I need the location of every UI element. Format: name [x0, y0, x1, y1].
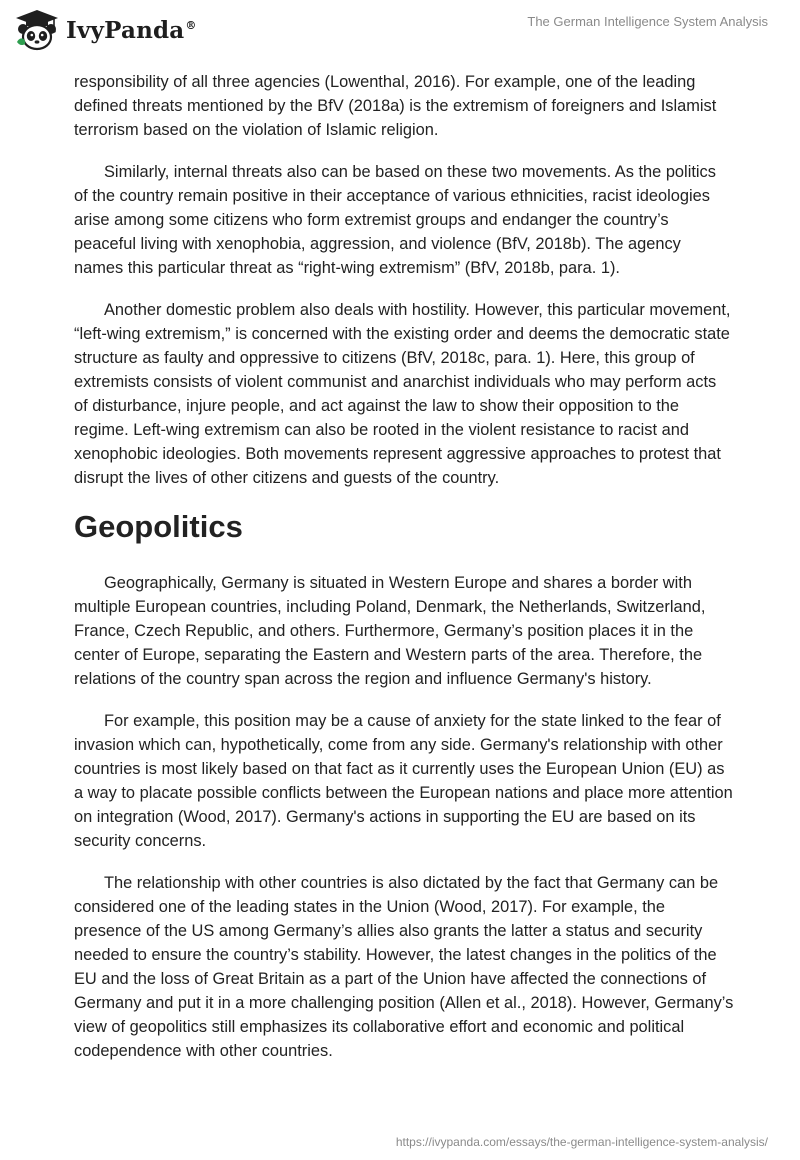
paragraph-continuation: responsibility of all three agencies (Lowenthal, 2016). For example, one of the leading defined threats mentioned by the BfV (2018a) is the extremism of foreigners and Islamist terrorism based on the violation of Islamic religion. [74, 73, 717, 139]
brand-name: IvyPanda® [66, 16, 197, 44]
section-heading-geopolitics: Geopolitics [74, 509, 243, 544]
paragraph-geography: Geographically, Germany is situated in Western Europe and shares a border with multiple European countries, including Poland, Denmark, the Netherlands, Switzerland, France, Czech Republic, and others. Furthermore, Germany’s position places it in the center of Europe, separating the Eastern and Western parts of the area. Therefore, the relations of the country span across the region and influence Germany's history. [74, 574, 706, 688]
trademark-symbol: ® [185, 18, 197, 32]
document-title: The German Intelligence System Analysis [527, 14, 768, 29]
paragraph-relationships: The relationship with other countries is also dictated by the fact that Germany can be considered one of the leading states in the Union (Wood, 2017). For example, the presence of the US among Germany’s allies also grants the latter a status and security needed to ensure the country’s stability. However, the latest changes in the politics of the EU and the loss of Great Britain as a part of the Union have affected the connections of Germany and put it in a more challenging position (Allen et al., 2018). However, Germany’s view of geopolitics still emphasizes its collaborative effort and economic and political codependence with other countries. [74, 874, 734, 1060]
paragraph-position-anxiety: For example, this position may be a cause of anxiety for the state linked to the fear of invasion which can, hypothetically, come from any side. Germany's relationship with other countries is most likely based on that fact as it currently uses the European Union (EU) as a way to placate possible conflicts between the European nations and place more attention on integration (Wood, 2017). Germany's actions in supporting the EU are based on its security concerns. [74, 712, 733, 850]
paragraph-right-wing: Similarly, internal threats also can be based on these two movements. As the politics of the country remain positive in their acceptance of various ethnicities, racist ideologies arise among some citizens who form extremist groups and endanger the country’s peaceful living with xenophobia, aggression, and violence (BfV, 2018b). The agency names this particular threat as “right-wing extremism” (BfV, 2018b, para. 1). [74, 163, 716, 277]
panda-graduate-icon [14, 8, 60, 52]
brand-logo[interactable] [14, 8, 197, 52]
source-url[interactable]: https://ivypanda.com/essays/the-german-intelligence-system-analysis/ [395, 1135, 768, 1149]
paragraph-left-wing: Another domestic problem also deals with hostility. However, this particular movement, “left-wing extremism,” is concerned with the existing order and deems the democratic state structure as faulty and oppressive to citizens (BfV, 2018c, para. 1). Here, this group of extremists consists of violent communist and anarchist individuals who may perform acts of disturbance, injure people, and act against the law to show their opposition to the regime. Left-wing extremism can also be rooted in the violent resistance to racist and xenophobic ideologies. Both movements represent aggressive approaches to protest that disrupt the lives of other citizens and guests of the country. [74, 301, 731, 487]
essay-content [74, 70, 734, 1081]
page-header [0, 0, 800, 62]
